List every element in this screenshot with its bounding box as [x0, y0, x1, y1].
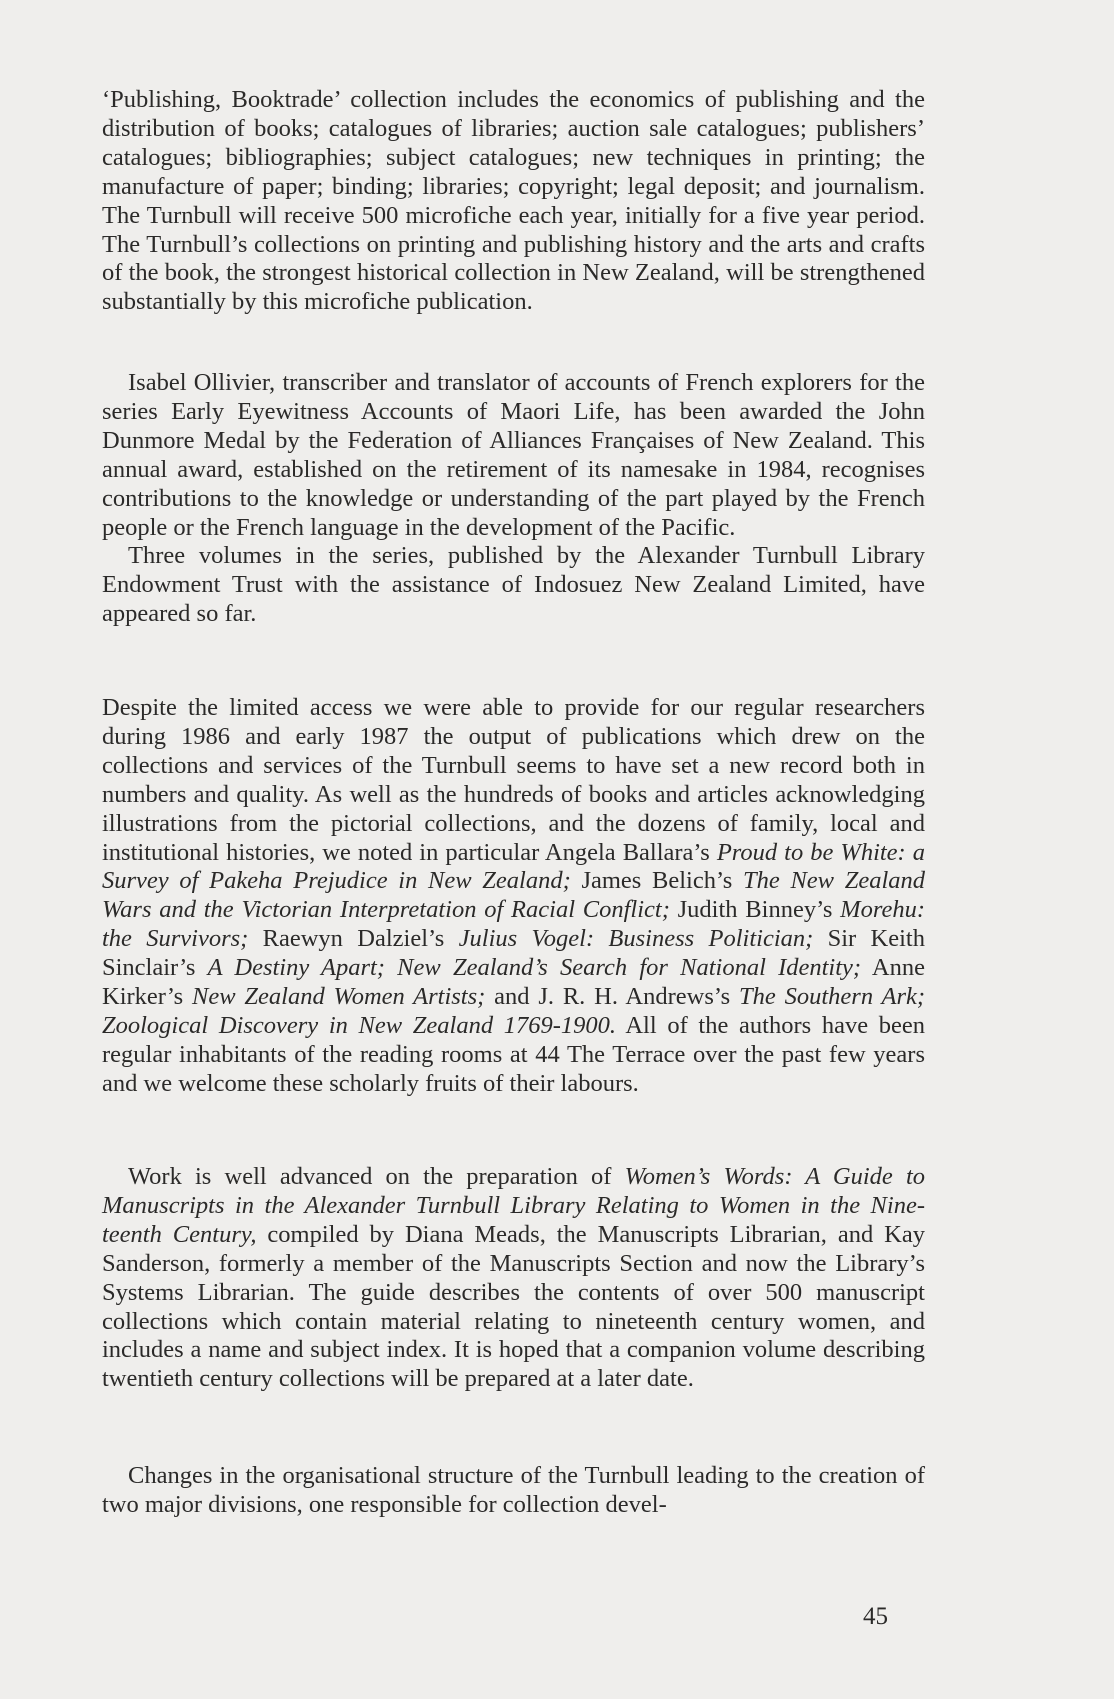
italic-title: Morehu: the Survivors;: [102, 896, 925, 953]
italic-title: The Southern Ark; Zoological Discovery in New Zealand 1769-1900.: [102, 983, 926, 1039]
italic-title: Proud to be White: a Survey of Pakeha Prejudice in New Zealand;: [102, 838, 925, 895]
section-publications: [102, 694, 925, 1099]
section-womens-words: [102, 1163, 925, 1394]
italic-title: The New Zealand Wars and the Victorian Interpretation of Racial Conflict;: [102, 867, 925, 924]
italic-title: New Zealand Women Artists;: [192, 983, 486, 1011]
italic-title: A Destiny Apart; New Zealand’s Search for National Identity;: [207, 954, 862, 982]
paragraph-structure-changes: Changes in the organisational structure of the Turnbull leading to the creation of two major divisions, one responsible for collection devel-: [102, 1462, 925, 1518]
paragraph-three-volumes: Three volumes in the series, published by the Alexander Turnbull Library Endowment Trust with the assistance of Indosuez New Zealand Limited, have appeared so far.: [102, 542, 925, 628]
italic-title: Women’s Words: A Guide to Manuscripts in the Alexander Turnbull Library Relating to Women in the Nineteenth Century,: [102, 1163, 925, 1248]
italic-title: Julius Vogel: Business Politician;: [458, 925, 814, 953]
paragraph-publications-record: Despite the limited access we were able to provide for our regular researchers during 1986 and early 1987 the output of publications which drew on the collections and services of the Turnbull seems to have set a new record both in numbers and quality. As well as the hundreds of books and articles acknowledging illustrations from the pictorial collections, and the dozens of family, local and institutional histories, we noted in particular Angela Ballara’s Proud to be White: a Survey of Pakeha Prejudice in New Zealand; James Belich’s The New Zealand Wars and the Victorian Interpretation of Racial Conflict; Judith Binney’s Morehu: the Survivors; Raewyn Dalziel’s Julius Vogel: Business Politician; Sir Keith Sinclair’s A Destiny Apart; New Zealand’s Search for National Identity; Anne Kirker’s New Zealand Women Artists; and J. R. H. Andrews’s The Southern Ark; Zoological Discovery in New Zealand 1769-1900. All of the authors have been regular inhabitants of the reading rooms at 44 The Terrace over the past few years and we welcome these scholarly fruits of their labours.: [102, 694, 926, 1097]
paragraph-womens-words: Work is well advanced on the preparation of Women’s Words: A Guide to Manuscripts in the Alexander Turnbull Library Relating to Women in the Nineteenth Century, compiled by Diana Meads, the Manuscripts Librarian, and Kay Sanderson, formerly a member of the Manuscripts Section and now the Library’s Systems Librarian. The guide describes the contents of over 500 manuscript collections which contain material relating to nineteenth century women, and includes a name and subject index. It is hoped that a companion volume describing twentieth century collections will be prepared at a later date.: [102, 1163, 925, 1393]
paragraph-publishing-booktrade: ‘Publishing, Booktrade’ collection includes the economics of publishing and the distribution of books; catalogues of libraries; auction sale catalogues; publishers’ catalogues; bibliographies; subject catalogues; new techniques in printing; the manufacture of paper; binding; libraries; copyright; legal deposit; and journalism. The Turnbull will receive 500 microfiche each year, initially for a five year period. The Turnbull’s collections on printing and publishing history and the arts and crafts of the book, the strongest historical collection in New Zealand, will be strengthened substantially by this microfiche publication.: [102, 86, 925, 316]
section-organisational-structure: [102, 1462, 925, 1520]
section-ollivier-award: [102, 369, 925, 629]
page-number: 45: [863, 1603, 888, 1630]
section-publishing: [102, 86, 925, 317]
paragraph-ollivier-medal: Isabel Ollivier, transcriber and translator of accounts of French explorers for the series Early Eyewitness Accounts of Maori Life, has been awarded the John Dunmore Medal by the Federation of Alliances Françaises of New Zealand. This annual award, established on the retirement of its namesake in 1984, recognises contributions to the knowledge or understanding of the part played by the French people or the French language in the development of the Pacific.: [102, 369, 925, 541]
